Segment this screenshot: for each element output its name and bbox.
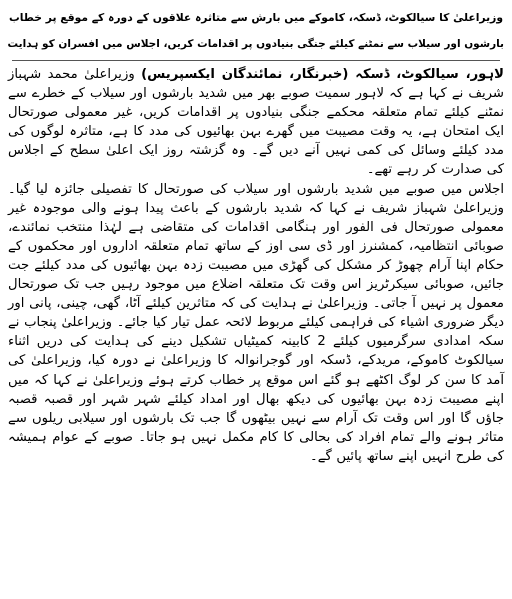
dateline: لاہور، سیالکوٹ، ڈسکہ (خبرنگار، نمائندگان ایکسپریس) [141, 67, 504, 82]
article-body [8, 65, 504, 466]
paragraph-text: وزیراعلیٰ محمد شہباز شریف نے کہا ہے کہ لاہور سمیت صوبے بھر میں شدید بارشوں اور سیلاب کے خطرے سے نمٹنے کیلئے تمام متعلقہ محکمے جنگی بنیادوں پر اقدامات کریں، غیر معمولی صورتحال ایک امتحان ہے، یہ وقت مصیبت میں گھرے بہن بھائیوں کی مدد کا ہے، متاثرہ لوگوں کی مدد کیلئے وسائل کی کمی نہیں آنے دیں گے۔ وہ گزشتہ روز ایک اعلیٰ سطح کے اجلاس کی صدارت کر رہے تھے۔ [8, 67, 504, 178]
article-paragraph-1 [8, 65, 504, 180]
headline-divider [12, 60, 500, 61]
headline [8, 4, 504, 58]
article-paragraph-2: اجلاس میں صوبے میں شدید بارشوں اور سیلاب کی صورتحال کا تفصیلی جائزہ لیا گیا۔ وزیراعلیٰ شہباز شریف نے کہا کہ شدید بارشوں کے باعث پیدا ہونے والی موجودہ غیر معمولی صورتحال فی الفور اور ہنگامی اقدامات کی متقاضی ہے لہٰذا منتخب نمائندے، صوبائی انتظامیہ، کمشنرز اور ڈی سی اوز کے ساتھ تمام متعلقہ اداروں اور محکموں کے حکام اپنا آرام چھوڑ کر مشکل کی گھڑی میں مصیبت زدہ بہن بھائیوں کی مدد کیلئے جت جائیں، صوبائی سیکرٹریز اس وقت تک متعلقہ اضلاع میں موجود رہیں جب تک صورتحال معمول پر نہیں آ جاتی۔ وزیراعلیٰ نے ہدایت کی کہ متاثرین کیلئے آٹا، گھی، چینی، پانی اور دیگر ضروری اشیاء کی فراہمی کیلئے مربوط لائحہ عمل تیار کیا جائے۔ وزیراعلیٰ پنجاب نے سکہ امدادی سرگرمیوں کیلئے 2 کابینہ کمیٹیاں تشکیل دینے کی ہدایت کی دریں اثناء سیالکوٹ کاموکے، مریدکے، ڈسکہ اور گوجرانوالہ کا وزیراعلیٰ نے دورہ کیا، وزیراعلیٰ کی آمد کا سن کر لوگ اکٹھے ہو گئے اس موقع پر خطاب کرتے ہوئے وزیراعلیٰ نے کہا کہ میں اپنے مصیبت زدہ بہن بھائیوں کی دیکھ بھال اور امداد کیلئے شہر شہر اور قصبہ قصبہ جاؤں گا اور اس وقت تک آرام سے نہیں بیٹھوں گا جب تک بارشوں اور سیلابی ریلوں سے متاثر ہونے والے تمام افراد کی بحالی کا کام مکمل نہیں ہو جاتا۔ صوبے کے عوام ہمیشہ کی طرح انہیں اپنے ساتھ پائیں گے۔ [8, 181, 505, 464]
headline-line-1: وزیراعلیٰ کا سیالکوٹ، ڈسکہ، کاموکے میں بارش سے متاثرہ علاقوں کے دورہ کے موقع پر خطاب [8, 11, 504, 24]
headline-line-2: بارشوں اور سیلاب سے نمٹنے کیلئے جنگی بنیادوں پر اقدامات کریں، اجلاس میں افسران کو ہدایت [8, 38, 504, 50]
